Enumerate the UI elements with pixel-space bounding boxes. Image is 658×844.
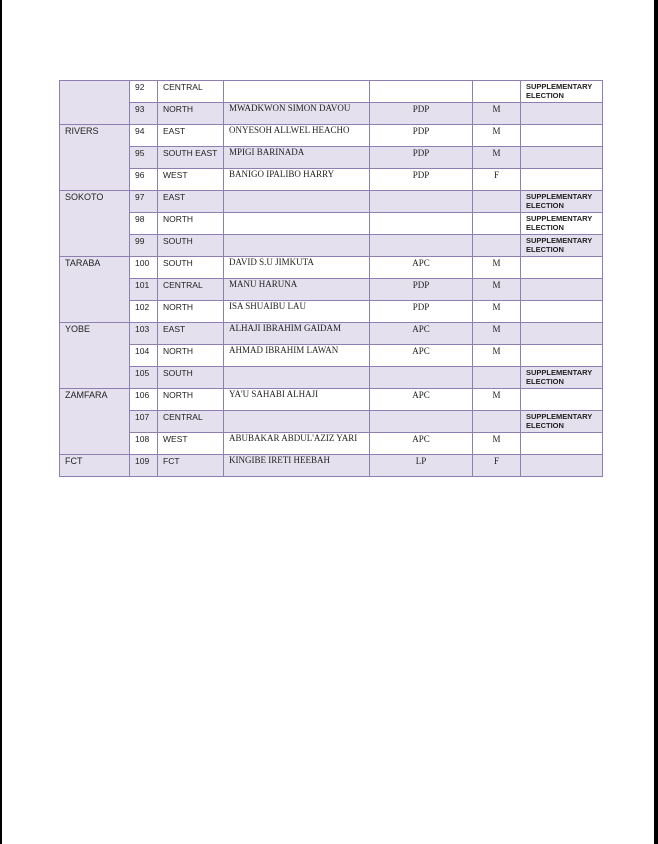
constituency-number-cell: 103 xyxy=(130,323,158,345)
party-cell xyxy=(370,235,473,257)
district-cell: WEST xyxy=(158,433,224,455)
candidate-name-cell: AHMAD IBRAHIM LAWAN xyxy=(224,345,370,367)
candidate-name-cell xyxy=(224,235,370,257)
remark-cell: SUPPLEMENTARY ELECTION xyxy=(521,213,603,235)
candidate-name-cell xyxy=(224,411,370,433)
gender-cell: M xyxy=(473,301,521,323)
party-cell: PDP xyxy=(370,279,473,301)
candidate-name-cell: MANU HARUNA xyxy=(224,279,370,301)
candidate-name-cell: ISA SHUAIBU LAU xyxy=(224,301,370,323)
state-cell: YOBE xyxy=(60,323,130,389)
party-cell: PDP xyxy=(370,169,473,191)
district-cell: SOUTH EAST xyxy=(158,147,224,169)
gender-cell: F xyxy=(473,169,521,191)
table-row xyxy=(60,323,603,345)
district-cell: SOUTH xyxy=(158,367,224,389)
constituency-number-cell: 94 xyxy=(130,125,158,147)
gender-cell: M xyxy=(473,323,521,345)
gender-cell xyxy=(473,411,521,433)
table-row xyxy=(60,169,603,191)
gender-cell xyxy=(473,367,521,389)
gender-cell: M xyxy=(473,433,521,455)
constituency-number-cell: 95 xyxy=(130,147,158,169)
results-table xyxy=(59,80,603,477)
table-row xyxy=(60,125,603,147)
table-row xyxy=(60,279,603,301)
constituency-number-cell: 98 xyxy=(130,213,158,235)
constituency-number-cell: 101 xyxy=(130,279,158,301)
party-cell xyxy=(370,367,473,389)
state-cell xyxy=(60,81,130,125)
party-cell: APC xyxy=(370,433,473,455)
party-cell: PDP xyxy=(370,147,473,169)
candidate-name-cell: MWADKWON SIMON DAVOU xyxy=(224,103,370,125)
remark-cell: SUPPLEMENTARY ELECTION xyxy=(521,411,603,433)
party-cell: APC xyxy=(370,257,473,279)
district-cell: CENTRAL xyxy=(158,411,224,433)
table-row xyxy=(60,81,603,103)
gender-cell: M xyxy=(473,279,521,301)
district-cell: WEST xyxy=(158,169,224,191)
gender-cell: F xyxy=(473,455,521,477)
remark-cell xyxy=(521,103,603,125)
remark-cell xyxy=(521,257,603,279)
constituency-number-cell: 92 xyxy=(130,81,158,103)
party-cell xyxy=(370,213,473,235)
party-cell: APC xyxy=(370,389,473,411)
candidate-name-cell: MPIGI BARINADA xyxy=(224,147,370,169)
candidate-name-cell: ALHAJI IBRAHIM GAIDAM xyxy=(224,323,370,345)
constituency-number-cell: 107 xyxy=(130,411,158,433)
candidate-name-cell: YA'U SAHABI ALHAJI xyxy=(224,389,370,411)
document-page xyxy=(2,0,654,844)
party-cell: PDP xyxy=(370,125,473,147)
gender-cell: M xyxy=(473,257,521,279)
gender-cell: M xyxy=(473,103,521,125)
candidate-name-cell: BANIGO IPALIBO HARRY xyxy=(224,169,370,191)
remark-cell xyxy=(521,169,603,191)
gender-cell: M xyxy=(473,147,521,169)
district-cell: SOUTH xyxy=(158,235,224,257)
remark-cell: SUPPLEMENTARY ELECTION xyxy=(521,235,603,257)
table-row xyxy=(60,235,603,257)
constituency-number-cell: 105 xyxy=(130,367,158,389)
remark-cell xyxy=(521,389,603,411)
gender-cell xyxy=(473,191,521,213)
gender-cell xyxy=(473,213,521,235)
party-cell xyxy=(370,191,473,213)
table-row xyxy=(60,455,603,477)
candidate-name-cell: KINGIBE IRETI HEEBAH xyxy=(224,455,370,477)
district-cell: SOUTH xyxy=(158,257,224,279)
candidate-name-cell xyxy=(224,81,370,103)
constituency-number-cell: 108 xyxy=(130,433,158,455)
district-cell: FCT xyxy=(158,455,224,477)
table-row xyxy=(60,345,603,367)
candidate-name-cell: DAVID S.U JIMKUTA xyxy=(224,257,370,279)
remark-cell xyxy=(521,323,603,345)
remark-cell xyxy=(521,279,603,301)
constituency-number-cell: 109 xyxy=(130,455,158,477)
constituency-number-cell: 96 xyxy=(130,169,158,191)
candidate-name-cell xyxy=(224,191,370,213)
district-cell: NORTH xyxy=(158,301,224,323)
district-cell: NORTH xyxy=(158,345,224,367)
candidate-name-cell: ABUBAKAR ABDUL'AZIZ YARI xyxy=(224,433,370,455)
gender-cell: M xyxy=(473,125,521,147)
gender-cell: M xyxy=(473,345,521,367)
remark-cell xyxy=(521,345,603,367)
district-cell: NORTH xyxy=(158,103,224,125)
table-row xyxy=(60,147,603,169)
constituency-number-cell: 93 xyxy=(130,103,158,125)
remark-cell xyxy=(521,433,603,455)
gender-cell: M xyxy=(473,389,521,411)
table-row xyxy=(60,213,603,235)
state-cell: FCT xyxy=(60,455,130,477)
party-cell: PDP xyxy=(370,301,473,323)
constituency-number-cell: 106 xyxy=(130,389,158,411)
district-cell: CENTRAL xyxy=(158,279,224,301)
district-cell: NORTH xyxy=(158,389,224,411)
party-cell: APC xyxy=(370,323,473,345)
remark-cell xyxy=(521,455,603,477)
candidate-name-cell xyxy=(224,367,370,389)
table-row xyxy=(60,301,603,323)
constituency-number-cell: 99 xyxy=(130,235,158,257)
party-cell xyxy=(370,81,473,103)
district-cell: NORTH xyxy=(158,213,224,235)
candidate-name-cell xyxy=(224,213,370,235)
gender-cell xyxy=(473,235,521,257)
remark-cell xyxy=(521,125,603,147)
party-cell: LP xyxy=(370,455,473,477)
candidate-name-cell: ONYESOH ALLWEL HEACHO xyxy=(224,125,370,147)
state-cell: SOKOTO xyxy=(60,191,130,257)
table-row xyxy=(60,257,603,279)
constituency-number-cell: 104 xyxy=(130,345,158,367)
table-row xyxy=(60,411,603,433)
district-cell: EAST xyxy=(158,191,224,213)
district-cell: CENTRAL xyxy=(158,81,224,103)
constituency-number-cell: 97 xyxy=(130,191,158,213)
district-cell: EAST xyxy=(158,323,224,345)
state-cell: RIVERS xyxy=(60,125,130,191)
remark-cell xyxy=(521,147,603,169)
district-cell: EAST xyxy=(158,125,224,147)
party-cell: PDP xyxy=(370,103,473,125)
gender-cell xyxy=(473,81,521,103)
remark-cell: SUPPLEMENTARY ELECTION xyxy=(521,81,603,103)
table-row xyxy=(60,103,603,125)
state-cell: TARABA xyxy=(60,257,130,323)
party-cell: APC xyxy=(370,345,473,367)
table-body xyxy=(60,81,603,477)
party-cell xyxy=(370,411,473,433)
remark-cell xyxy=(521,301,603,323)
remark-cell: SUPPLEMENTARY ELECTION xyxy=(521,191,603,213)
table-row xyxy=(60,367,603,389)
state-cell: ZAMFARA xyxy=(60,389,130,455)
constituency-number-cell: 100 xyxy=(130,257,158,279)
constituency-number-cell: 102 xyxy=(130,301,158,323)
table-row xyxy=(60,191,603,213)
remark-cell: SUPPLEMENTARY ELECTION xyxy=(521,367,603,389)
table-row xyxy=(60,433,603,455)
table-row xyxy=(60,389,603,411)
